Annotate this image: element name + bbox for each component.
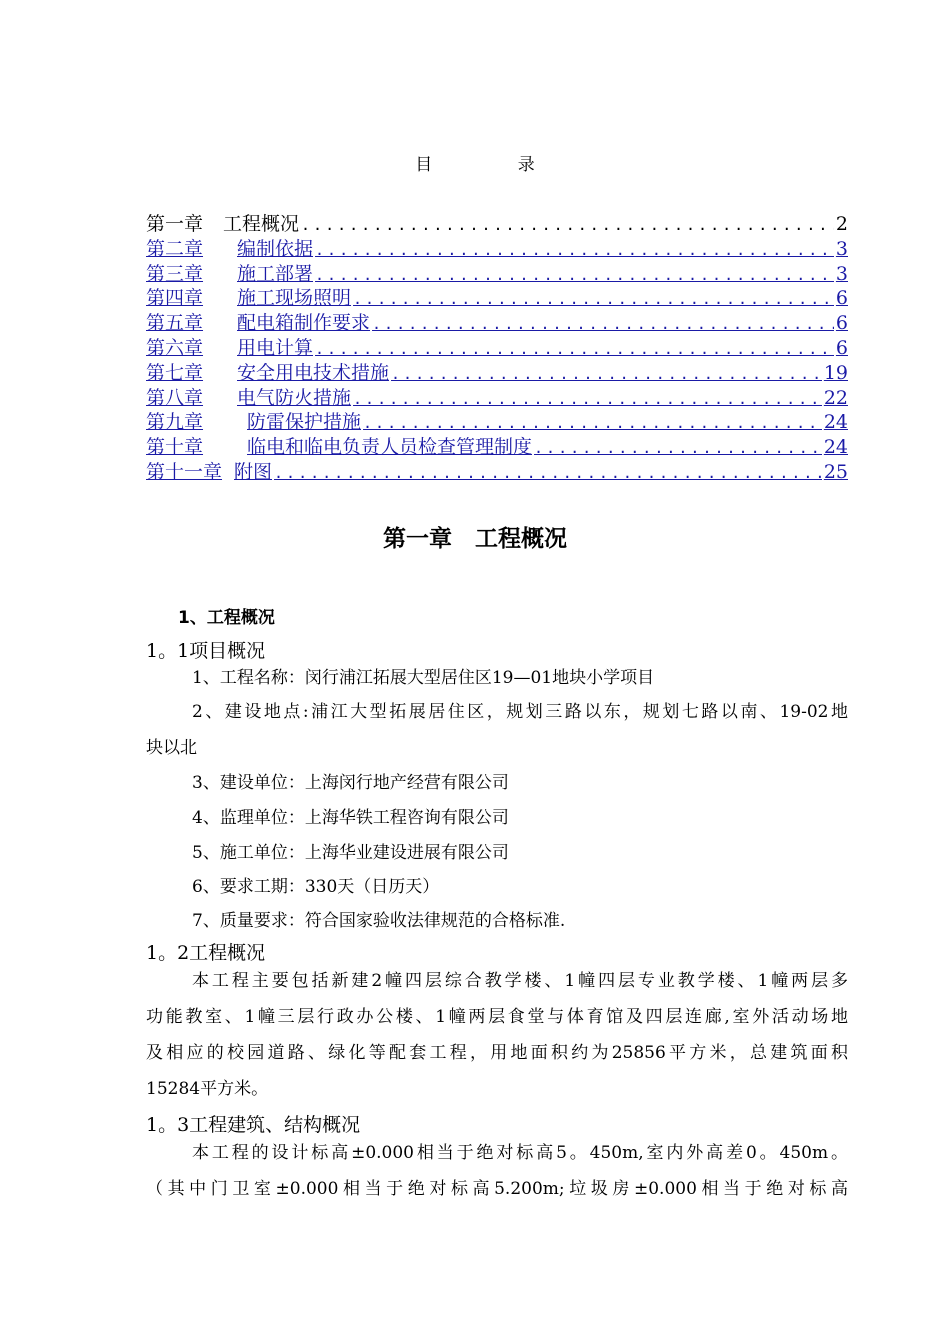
toc-chapter-title: 施工现场照明 — [237, 287, 352, 310]
toc-chapter-number: 第四章 — [146, 287, 204, 310]
item-line: 5、施工单位：上海华业建设进展有限公司 — [192, 843, 509, 863]
chapter-heading: 第一章 工程概况 — [383, 526, 567, 552]
toc-entry[interactable] — [146, 311, 848, 336]
toc-title: 目 录 — [415, 155, 575, 175]
section-heading: 1、工程概况 — [178, 608, 275, 628]
toc-chapter-title: 防雷保护措施 — [247, 411, 362, 434]
toc-entry[interactable] — [146, 361, 848, 386]
toc-chapter-number: 第三章 — [146, 262, 204, 285]
toc-chapter-number: 第二章 — [146, 237, 204, 260]
toc-entry[interactable] — [146, 435, 848, 460]
toc-chapter-number: 第七章 — [146, 361, 204, 384]
toc-leader-dots — [315, 238, 834, 263]
item-line: 2、建设地点:浦江大型拓展居住区，规划三路以东，规划七路以南、19-02地 — [192, 702, 848, 722]
toc-entry[interactable] — [146, 410, 848, 435]
toc-page-number: 3 — [835, 262, 848, 285]
table-of-contents — [146, 212, 848, 485]
toc-chapter-title: 临电和临电负责人员检查管理制度 — [247, 436, 533, 459]
toc-leader-dots — [353, 387, 822, 412]
toc-page-number: 24 — [823, 411, 848, 434]
toc-page-number: 19 — [823, 361, 848, 384]
toc-entry[interactable] — [146, 386, 848, 411]
toc-page-number: 6 — [835, 312, 848, 335]
toc-chapter-number: 第六章 — [146, 336, 204, 359]
toc-page-number: 2 — [835, 213, 848, 235]
toc-chapter-number: 第十一章 — [146, 460, 223, 483]
toc-chapter-number: 第八章 — [146, 386, 204, 409]
toc-chapter-title: 用电计算 — [237, 336, 314, 359]
toc-leader-dots — [315, 337, 834, 362]
paragraph-line: 15284平方米。 — [146, 1079, 269, 1099]
toc-chapter-title: 编制依据 — [237, 237, 314, 260]
toc-chapter-title: 安全用电技术措施 — [237, 361, 390, 384]
toc-chapter-number: 第五章 — [146, 312, 204, 335]
item-line: 1、工程名称：闵行浦江拓展大型居住区19—01地块小学项目 — [192, 668, 655, 688]
toc-leader-dots — [274, 461, 822, 486]
toc-leader-dots — [391, 362, 822, 387]
paragraph-line: 本工程的设计标高±0.000相当于绝对标高5。450m,室内外高差0。450m。 — [192, 1143, 848, 1163]
toc-chapter-title: 施工部署 — [237, 262, 314, 285]
subsection-heading-1-3: 1。3工程建筑、结构概况 — [146, 1114, 361, 1136]
toc-entry — [146, 212, 848, 237]
subsection-heading-1-1: 1。1项目概况 — [146, 640, 266, 662]
toc-chapter-title: 配电箱制作要求 — [237, 312, 371, 335]
item-line: 7、质量要求：符合国家验收法律规范的合格标准. — [192, 911, 566, 931]
toc-leader-dots — [315, 263, 834, 288]
item-line: 4、监理单位：上海华铁工程咨询有限公司 — [192, 808, 509, 828]
toc-leader-dots — [301, 213, 834, 238]
item-line: 块以北 — [146, 738, 197, 758]
toc-entry[interactable] — [146, 262, 848, 287]
subsection-heading-1-2: 1。2工程概况 — [146, 942, 266, 964]
item-line: 3、建设单位：上海闵行地产经营有限公司 — [192, 773, 509, 793]
toc-leader-dots — [534, 436, 822, 461]
toc-entry[interactable] — [146, 336, 848, 361]
toc-chapter-title: 工程概况 — [223, 213, 300, 235]
toc-chapter-number: 第一章 — [146, 213, 204, 235]
toc-entry[interactable] — [146, 460, 848, 485]
toc-page-number: 24 — [823, 436, 848, 459]
toc-entry[interactable] — [146, 237, 848, 262]
toc-chapter-number: 第九章 — [146, 411, 204, 434]
paragraph-line: 功能教室、1幢三层行政办公楼、1幢两层食堂与体育馆及四层连廊,室外活动场地 — [146, 1007, 848, 1027]
paragraph-line: （其中门卫室±0.000相当于绝对标高5.200m;垃圾房±0.000相当于绝对标高 — [146, 1179, 848, 1199]
toc-leader-dots — [372, 312, 834, 337]
toc-page-number: 22 — [823, 386, 848, 409]
toc-entry[interactable] — [146, 286, 848, 311]
toc-page-number: 6 — [835, 336, 848, 359]
toc-chapter-number: 第十章 — [146, 436, 204, 459]
toc-chapter-title: 附图 — [234, 460, 273, 483]
toc-leader-dots — [363, 411, 822, 436]
paragraph-line: 及相应的校园道路、绿化等配套工程，用地面积约为25856平方米，总建筑面积 — [146, 1043, 848, 1063]
toc-page-number: 3 — [835, 237, 848, 260]
item-line: 6、要求工期：330天（日历天） — [192, 877, 440, 897]
paragraph-line: 本工程主要包括新建2幢四层综合教学楼、1幢四层专业教学楼、1幢两层多 — [192, 971, 848, 991]
toc-page-number: 6 — [835, 287, 848, 310]
toc-chapter-title: 电气防火措施 — [237, 386, 352, 409]
toc-page-number: 25 — [823, 460, 848, 483]
toc-leader-dots — [353, 287, 834, 312]
